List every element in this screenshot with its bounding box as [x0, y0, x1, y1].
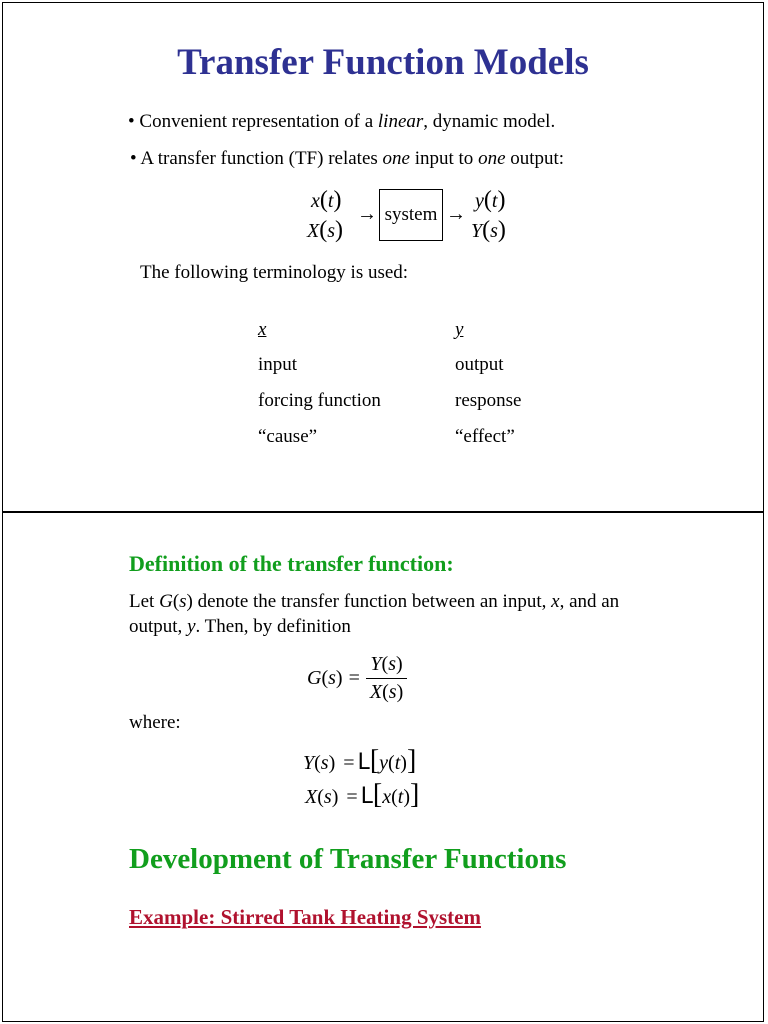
bullet-linear-model: • Convenient representation of a linear, dynamic model.	[128, 111, 556, 132]
term-row-y: response	[455, 390, 522, 411]
term-header-y: y	[455, 319, 464, 340]
example-heading: Example: Stirred Tank Heating System	[129, 905, 481, 929]
term-row-y: output	[455, 354, 504, 375]
definition-heading: Definition of the transfer function:	[129, 551, 454, 576]
input-laplace-domain: X(s)	[307, 217, 344, 243]
slide-title: Transfer Function Models	[177, 42, 589, 83]
term-header-x: x	[258, 319, 267, 340]
transfer-function-equation: G ( s ) = $\frac{Y(s)}{X(s)}$	[307, 653, 407, 704]
slide-transfer-function-models	[2, 2, 764, 512]
transfer-function-fraction: $\frac{Y(s)}{X(s)}$	[366, 653, 407, 704]
term-row-x: forcing function	[258, 390, 381, 411]
term-row-y: “effect”	[455, 426, 515, 447]
terminology-intro: The following terminology is used:	[140, 262, 409, 283]
system-block: system	[379, 189, 443, 241]
laplace-output-equation: Y(s) = L[y(t)]	[303, 745, 417, 776]
input-arrow: →	[357, 203, 377, 225]
laplace-input-equation: X(s) = L[x(t)]	[305, 779, 420, 810]
term-row-x: “cause”	[258, 426, 318, 447]
definition-text-line2: output, y. Then, by definition	[129, 616, 351, 637]
output-laplace-domain: Y(s)	[471, 217, 506, 243]
definition-text-line1: Let G(s) denote the transfer function between an input, x, and an	[129, 591, 620, 612]
term-row-x: input	[258, 354, 298, 375]
bullet-one-input-one-output: • A transfer function (TF) relates one input to one output:	[130, 148, 565, 169]
output-time-domain: y(t)	[475, 187, 506, 213]
output-arrow: →	[446, 203, 466, 225]
input-time-domain: x(t)	[311, 187, 342, 213]
development-heading: Development of Transfer Functions	[129, 843, 567, 875]
where-label: where:	[129, 712, 181, 733]
slide-definition-transfer-function	[2, 512, 764, 1022]
